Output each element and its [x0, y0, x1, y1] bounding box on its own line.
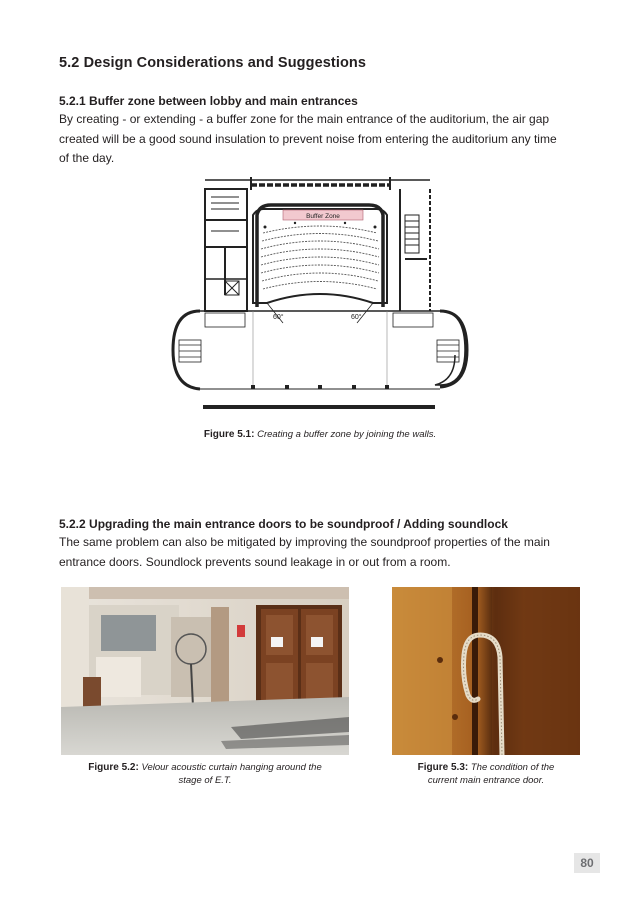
subsection-1-paragraph — [59, 110, 584, 169]
subsection-2-paragraph — [59, 533, 584, 572]
paragraph-line: entrance doors. Soundlock prevents sound leakage in or out from a room. — [59, 554, 451, 569]
caption-text: The condition of the — [470, 762, 555, 773]
subsection-2-title: 5.2.2 Upgrading the main entrance doors to be soundproof / Adding soundlock — [59, 517, 508, 531]
paragraph-line: of the day. — [59, 151, 115, 165]
figure-5-2-caption — [61, 761, 349, 787]
caption-label: Figure 5.1: — [203, 429, 255, 440]
caption-text: Velour acoustic curtain hanging around the — [141, 762, 322, 773]
caption-text: Creating a buffer zone by joining the walls. — [257, 429, 437, 440]
angle-label-right: 60° — [351, 314, 362, 321]
caption-text: current main entrance door. — [427, 775, 545, 786]
figure-5-1-caption — [165, 428, 475, 441]
buffer-zone-label: Buffer Zone — [306, 213, 340, 220]
paragraph-line: The same problem can also be mitigated by improving the soundproof properties of the main — [59, 535, 550, 549]
page-number: 80 — [574, 853, 600, 873]
caption-label: Figure 5.3: — [417, 762, 469, 773]
caption-text: stage of E.T. — [178, 775, 232, 786]
floor-plan-figure — [165, 175, 475, 420]
caption-label: Figure 5.2: — [88, 762, 139, 773]
figure-5-3-caption — [392, 761, 580, 787]
section-title: 5.2 Design Considerations and Suggestions — [59, 55, 367, 71]
angle-label-left: 60° — [273, 314, 284, 321]
lobby-doors-photo — [61, 587, 349, 755]
door-condition-photo — [392, 587, 580, 755]
subsection-1-title: 5.2.1 Buffer zone between lobby and main entrances — [59, 94, 358, 108]
paragraph-line: By creating - or extending - a buffer zone for the main entrance of the auditorium, the air gap — [59, 112, 550, 126]
paragraph-line: created will be a good sound insulation to prevent noise from entering the auditorium any time — [59, 131, 557, 146]
